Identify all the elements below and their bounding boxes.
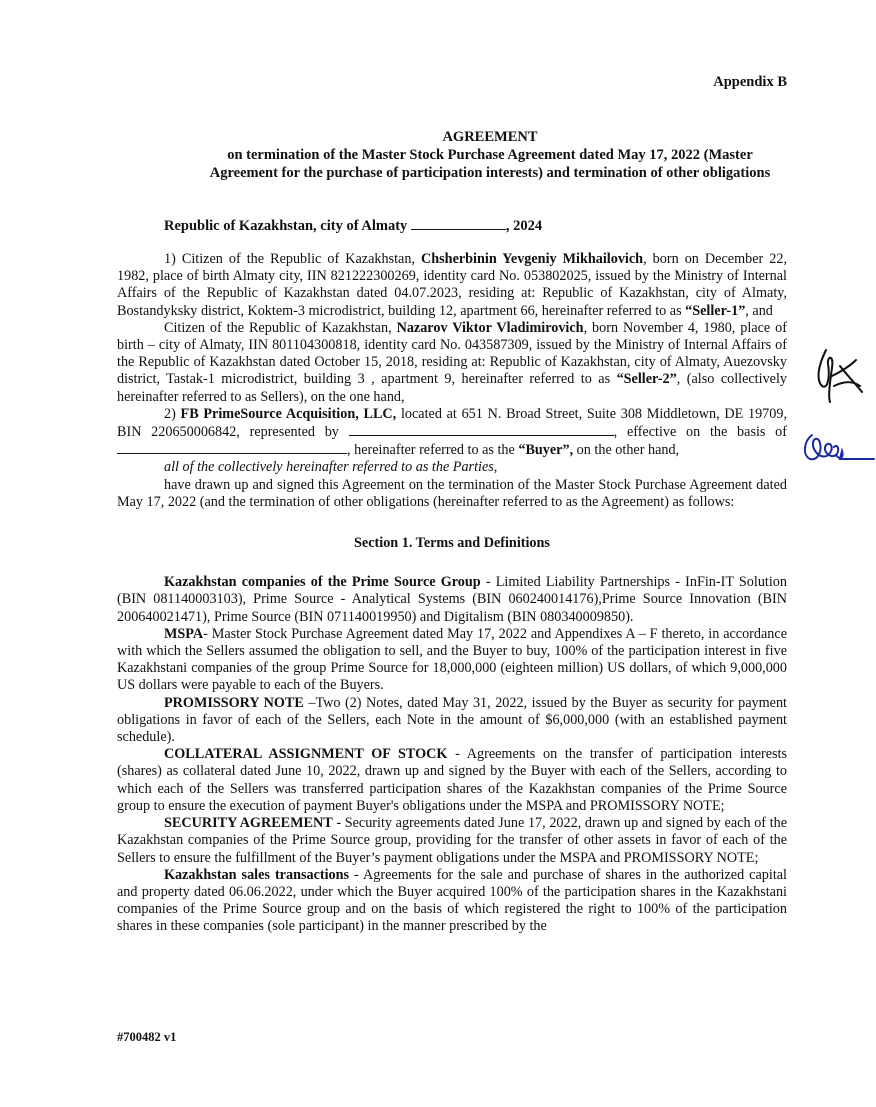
seller-1-name: Chsherbinin Yevgeniy Mikhailovich bbox=[421, 251, 644, 267]
buyer-paragraph: 2) FB PrimeSource Acquisition, LLC, located at 651 N. Broad Street, Suite 308 Middletown, DE 19709, BIN 220650006842, represented by , effective on the basis of , hereinafter referred to as the “Buyer”, on the other hand, bbox=[117, 405, 787, 459]
buyer-label: “Buyer”, bbox=[518, 442, 574, 459]
agreement-subtitle-line-2: Agreement for the purchase of participation interests) and termination of other obligations bbox=[209, 165, 771, 181]
date-blank bbox=[411, 217, 506, 230]
seller-2-label: “Seller-2” bbox=[616, 371, 677, 388]
appendix-label: Appendix B bbox=[713, 74, 787, 90]
place: Republic of Kazakhstan, city of Almaty bbox=[164, 218, 408, 234]
agreement-title: AGREEMENT bbox=[442, 129, 538, 145]
representative-blank bbox=[349, 423, 614, 436]
parties-collective: all of the collectively hereinafter referred to as the Parties, bbox=[164, 459, 498, 476]
section-1-heading: Section 1. Terms and Definitions bbox=[354, 535, 550, 552]
agreement-title-block bbox=[100, 128, 876, 182]
signature-seller-2 bbox=[800, 425, 876, 469]
definition-item: Kazakhstan companies of the Prime Source Group - Limited Liability Partnerships - InFin-IT Solution (BIN 081140003103), Prime Source - Analytical Systems (BIN 060240014176),Prime Source Innovation (BIN 200640021471), Prime Source (BIN 071140019950) and Digitalism (BIN 080340009850). bbox=[117, 574, 787, 625]
document-id: #700482 v1 bbox=[117, 1030, 177, 1044]
place-date-line bbox=[164, 217, 542, 235]
definition-item: COLLATERAL ASSIGNMENT OF STOCK - Agreements on the transfer of participation interests (shares) as collateral dated June 10, 2022, drawn up and signed by the Buyer with each of the Sellers, according to which each of the Sellers was transferred participation shares of the Kazakhstan companies of the Prime Source group to ensure the execution of payment Buyer's obligations under the MSPA and PROMISSORY NOTE; bbox=[117, 746, 787, 814]
agreement-body bbox=[117, 251, 787, 936]
seller-2-name: Nazarov Viktor Vladimirovich bbox=[396, 319, 584, 336]
buyer-name: FB PrimeSource Acquisition, LLC, bbox=[180, 405, 397, 422]
definition-item: SECURITY AGREEMENT - Security agreements dated June 17, 2022, drawn up and signed by each of the Kazakhstan companies of the Prime Source group, providing for the transfer of other assets in favor of each of the Sellers to ensure the fulfillment of the Buyer’s payment obligations under the MSPA and PROMISSORY NOTE; bbox=[117, 815, 787, 866]
seller-2-paragraph: Citizen of the Republic of Kazakhstan, Nazarov Viktor Vladimirovich, born November 4, 1980, place of birth – city of Almaty, IIN 801104300818, identity card No. 043587309, issued by the Ministry of Internal Affairs of the Republic of Kazakhstan dated October 15, 2018, residing at: Republic of Kazakhstan, city of Almaty, Auezovsky district, Tastak-1 microdistrict, building 3 , apartment 9, hereinafter referred to as “Seller-2”, (also collectively hereinafter referred to as Sellers), on the one hand, bbox=[117, 319, 787, 405]
definition-item: PROMISSORY NOTE –Two (2) Notes, dated May 31, 2022, issued by the Buyer as security for payment obligations in favor of each of the Sellers, each Note in the amount of $6,000,000 (with an established payment schedule). bbox=[117, 694, 787, 746]
basis-blank bbox=[117, 441, 347, 454]
seller-1-label: “Seller-1” bbox=[685, 302, 746, 319]
definition-item: Kazakhstan sales transactions - Agreements for the sale and purchase of shares in the authorized capital and property dated 06.06.2022, under which the Buyer acquired 100% of the participation shares in the Kazakhstani companies of the Prime Source group and on the basis of which registered the right to 100% of the participation shares in these companies (sole participant) in the manner prescribed by the bbox=[117, 866, 787, 935]
drawn-up-paragraph: have drawn up and signed this Agreement on the termination of the Master Stock Purchase Agreement dated May 17, 2022 (and the termination of other obligations (hereinafter referred to as the Agreement) as follows: bbox=[117, 476, 787, 510]
definition-item: MSPA- Master Stock Purchase Agreement dated May 17, 2022 and Appendixes A – F thereto, in accordance with which the Sellers assumed the obligation to sell, and the Buyer to buy, 100% of the participation interest in five Kazakhstani companies of the group Prime Source for 18,000,000 (eighteen million) US dollars, of which 9,000,000 US dollars were payable to each of the Buyers. bbox=[117, 625, 787, 694]
agreement-subtitle-line-1: on termination of the Master Stock Purchase Agreement dated May 17, 2022 (Master bbox=[227, 147, 753, 163]
signature-seller-1 bbox=[812, 346, 872, 408]
seller-1-paragraph: 1) Citizen of the Republic of Kazakhstan, Chsherbinin Yevgeniy Mikhailovich, born on December 22, 1982, place of birth Almaty city, IIN 821222300269, identity card No. 053802025, issued by the Ministry of Internal Affairs of the Republic of Kazakhstan dated 04.07.2023, residing at: Republic of Kazakhstan, city of Almaty, Bostandyksky district, Koktem-3 microdistrict, building 12, apartment 66, hereinafter referred to as “Seller-1”, and bbox=[117, 251, 787, 319]
year: , 2024 bbox=[505, 218, 543, 234]
